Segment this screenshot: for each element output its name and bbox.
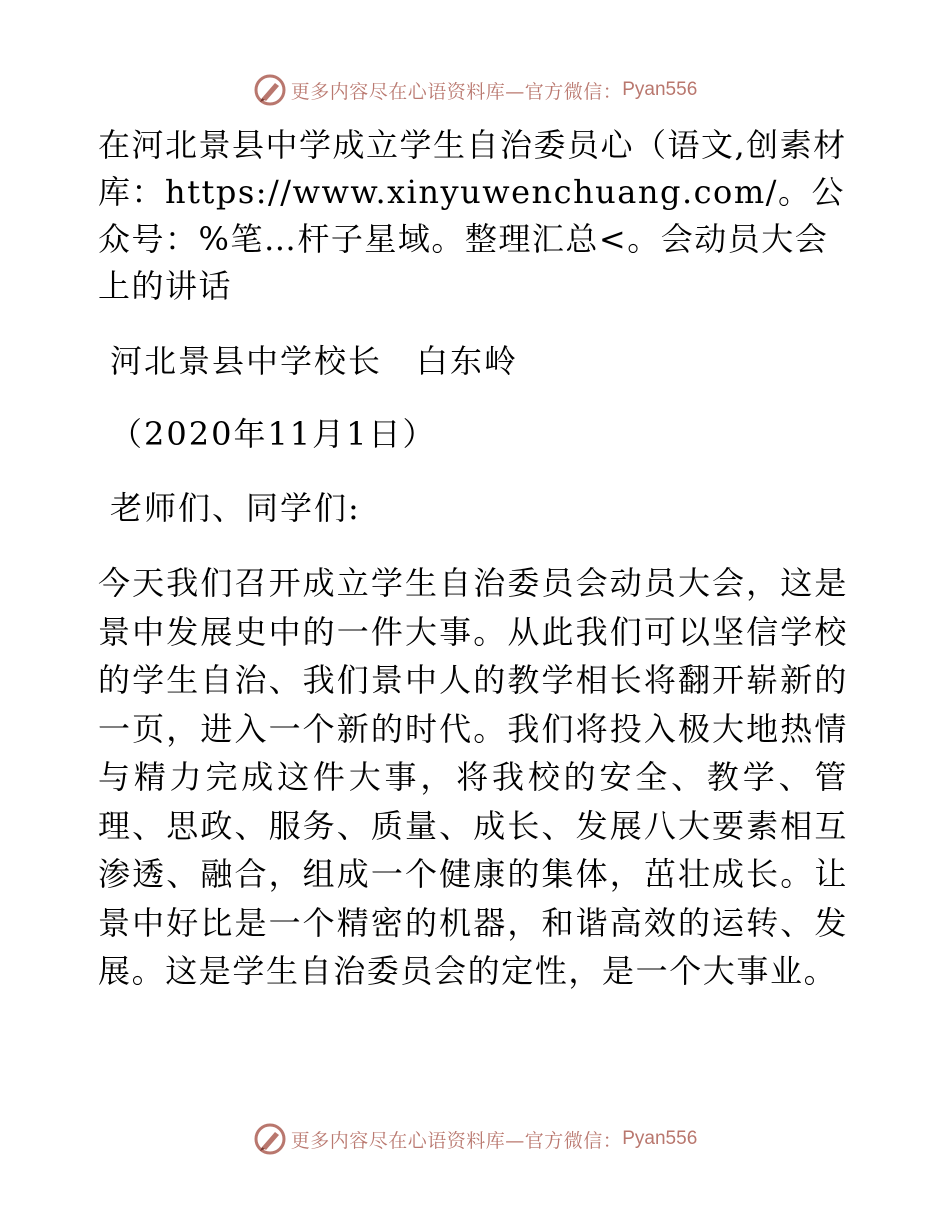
document-date: （2020年11月1日） [110, 415, 437, 453]
author-line [98, 338, 848, 385]
document-title: 在河北景县中学成立学生自治委员心（语文,创素材库：https://www.xinyuwenchuang.com/。公众号：%笔…杆子星域。整理汇总<。会动员大会上的讲话 [98, 126, 847, 305]
banner-wechat-id: Pyan556 [622, 79, 698, 100]
author-name: 白东岭 [416, 342, 519, 380]
footer-watermark-banner [0, 1119, 950, 1159]
document-body [98, 122, 848, 996]
pen-logo-icon [253, 1122, 287, 1156]
author-org: 河北景县中学校长 [110, 342, 383, 380]
banner-wechat-id: Pyan556 [622, 1128, 698, 1149]
header-watermark-banner [0, 70, 950, 110]
banner-text: 更多内容尽在心语资料库—官方微信： [290, 1129, 623, 1152]
greeting: 老师们、同学们: [110, 489, 361, 527]
pen-logo-icon [253, 73, 287, 107]
banner-text: 更多内容尽在心语资料库—官方微信： [290, 80, 623, 103]
body-paragraph: 今天我们召开成立学生自治委员会动员大会，这是景中发展史中的一件大事。从此我们可以坚信学校的学生自治、我们景中人的教学相长将翻开崭新的一页，进入一个新的时代。我们将投入极大地热情与精力完成这件大事，将我校的安全、教学、管理、思政、服务、质量、成长、发展八大要素相互渗透、融合，组成一个健康的集体，茁壮成长。让景中好比是一个精密的机器，和谐高效的运转、发展。这是学生自治委员会的定性，是一个大事业。 [98, 564, 848, 990]
